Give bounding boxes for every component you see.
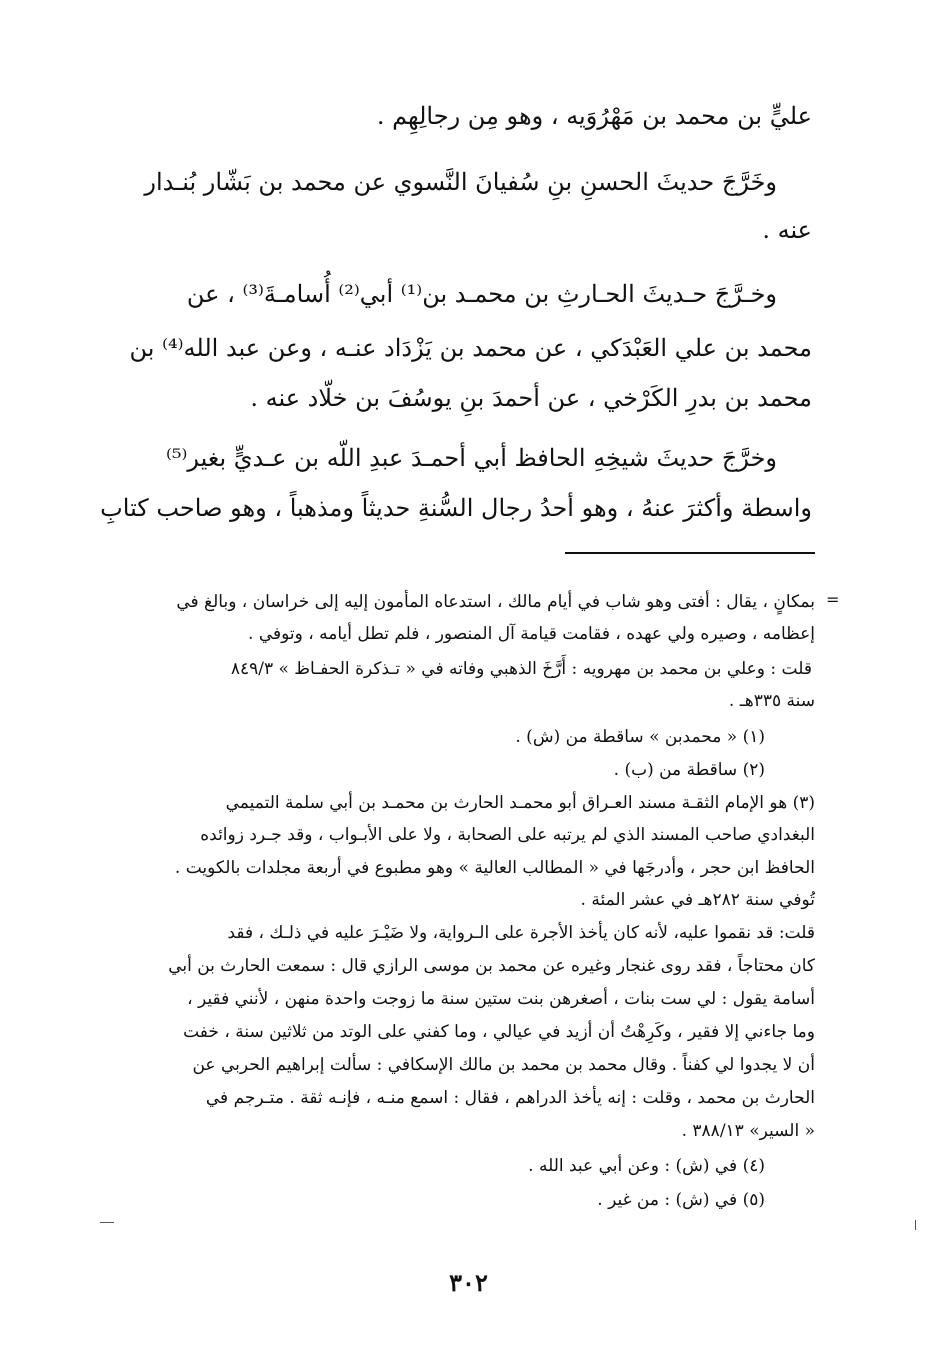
footnote-line: وما جاءني إلا فقير ، وكَرِهْتُ أن أزيد في عيالي ، وما كفني على الوتد من ثلاثين سنة ، خفت <box>183 1022 815 1042</box>
body-line-6: محمد بن بدرِ الكَرْخي ، عن أحمدَ بنِ يوسُفَ بن خلّاد عنه . <box>250 384 812 412</box>
footnote-line: (٥) في (ش) : من غير . <box>597 1190 765 1210</box>
footnote-divider <box>565 552 815 554</box>
scan-mark <box>915 1220 916 1230</box>
footnote-line: قلت: قد نقموا عليه، لأنه كان يأخذ الأجرة على الـرواية، ولا ضَيْـرَ عليه في ذلـك ، فقد <box>227 923 815 943</box>
footnote-line: كان محتاجاً ، فقد روى غنجار وغيره عن محمد بن موسى الرازي قال : سمعت الحارث بن أبي <box>168 956 815 976</box>
body-line-5: محمد بن علي العَبْدَكي ، عن محمد بن يَزْدَاد عنـه ، وعن عبد الله⁽⁴⁾ بن <box>129 334 812 362</box>
page-number: ٣٠٢ <box>449 1268 488 1297</box>
footnote-line: (٣) هو الإمام الثقـة مسند العـراق أبو محمـد الحارث بن محمـد بن أبي سلمة التميمي <box>225 793 815 813</box>
footnote-line: تُوفي سنة ٢٨٢هـ في عشر المئة . <box>580 890 815 910</box>
footnote-line: البغدادي صاحب المسند الذي لم يرتبه على الصحابة ، ولا على الأبـواب ، وقد جـرد زوائده <box>200 825 815 845</box>
footnote-line: الحافظ ابن حجر ، وأدرجَها في « المطالب العالية » وهو مطبوع في أربعة مجلدات بالكويت . <box>174 858 815 878</box>
footnote-line: أن لا يجدوا لي كفناً . وقال محمد بن محمد بن مالك الإسكافي : سألت إبراهيم الحربي عن <box>192 1055 815 1075</box>
body-line-2: وخَرَّجَ حديثَ الحسنِ بنِ سُفيانَ النَّسوي عن محمد بن بَشّار بُنـدار <box>144 168 777 196</box>
footnote-continuation-mark: = <box>826 590 840 609</box>
footnote-line: قلت : وعلي بن محمد بن مهرويه : أَرَّخَ الذهبي وفاته في « تـذكرة الحفـاظ » ٨٤٩/٣ <box>230 659 812 679</box>
footnote-line: سنة ٣٣٥هـ . <box>728 691 815 711</box>
footnote-line: (١) « محمدبن » ساقطة من (ش) . <box>515 727 765 747</box>
footnote-line: « السير» ٣٨٨/١٣ . <box>681 1121 815 1141</box>
footnote-line: الحارث بن محمد ، وقلت : إنه يأخذ الدراهم ، فقال : اسمع منـه ، فإنـه ثقة . متـرجم في <box>205 1088 815 1108</box>
scan-mark <box>100 1222 114 1223</box>
body-line-4: وخـرَّجَ حـديثَ الحـارثِ بن محمـد بن⁽¹⁾ أبي⁽²⁾ أُسامـةَ⁽³⁾ ، عن <box>186 280 777 308</box>
footnote-line: بمكانٍ ، يقال : أفتى وهو شاب في أيام مالك ، استدعاه المأمون إليه إلى خراسان ، وبالغ في <box>176 592 815 612</box>
body-line-3: عنه . <box>762 216 812 244</box>
footnote-line: أسامة يقول : لي ست بنات ، أصغرهن بنت ستين سنة ما زوجت واحدة منهن ، لأنني فقير ، <box>187 989 815 1009</box>
body-line-7: وخرَّجَ حديثَ شيخِهِ الحافظ أبي أحمـدَ عبدِ اللّه بن عـديٍّ بغير⁽⁵⁾ <box>165 444 777 472</box>
body-line-8: واسطة وأكثرَ عنهُ ، وهو أحدُ رجال السُّنةِ حديثاً ومذهباً ، وهو صاحب كتابِ <box>100 494 812 522</box>
body-line-1: عليٍّ بن محمد بن مَهْرُوَيه ، وهو مِن رجالِهِم . <box>376 102 812 130</box>
footnote-line: (٢) ساقطة من (ب) . <box>613 760 765 780</box>
footnote-line: (٤) في (ش) : وعن أبي عبد الله . <box>528 1156 765 1176</box>
footnote-line: إعظامه ، وصيره ولي عهده ، فقامت قيامة آل المنصور ، فلم تطل أيامه ، وتوفي . <box>248 624 815 644</box>
